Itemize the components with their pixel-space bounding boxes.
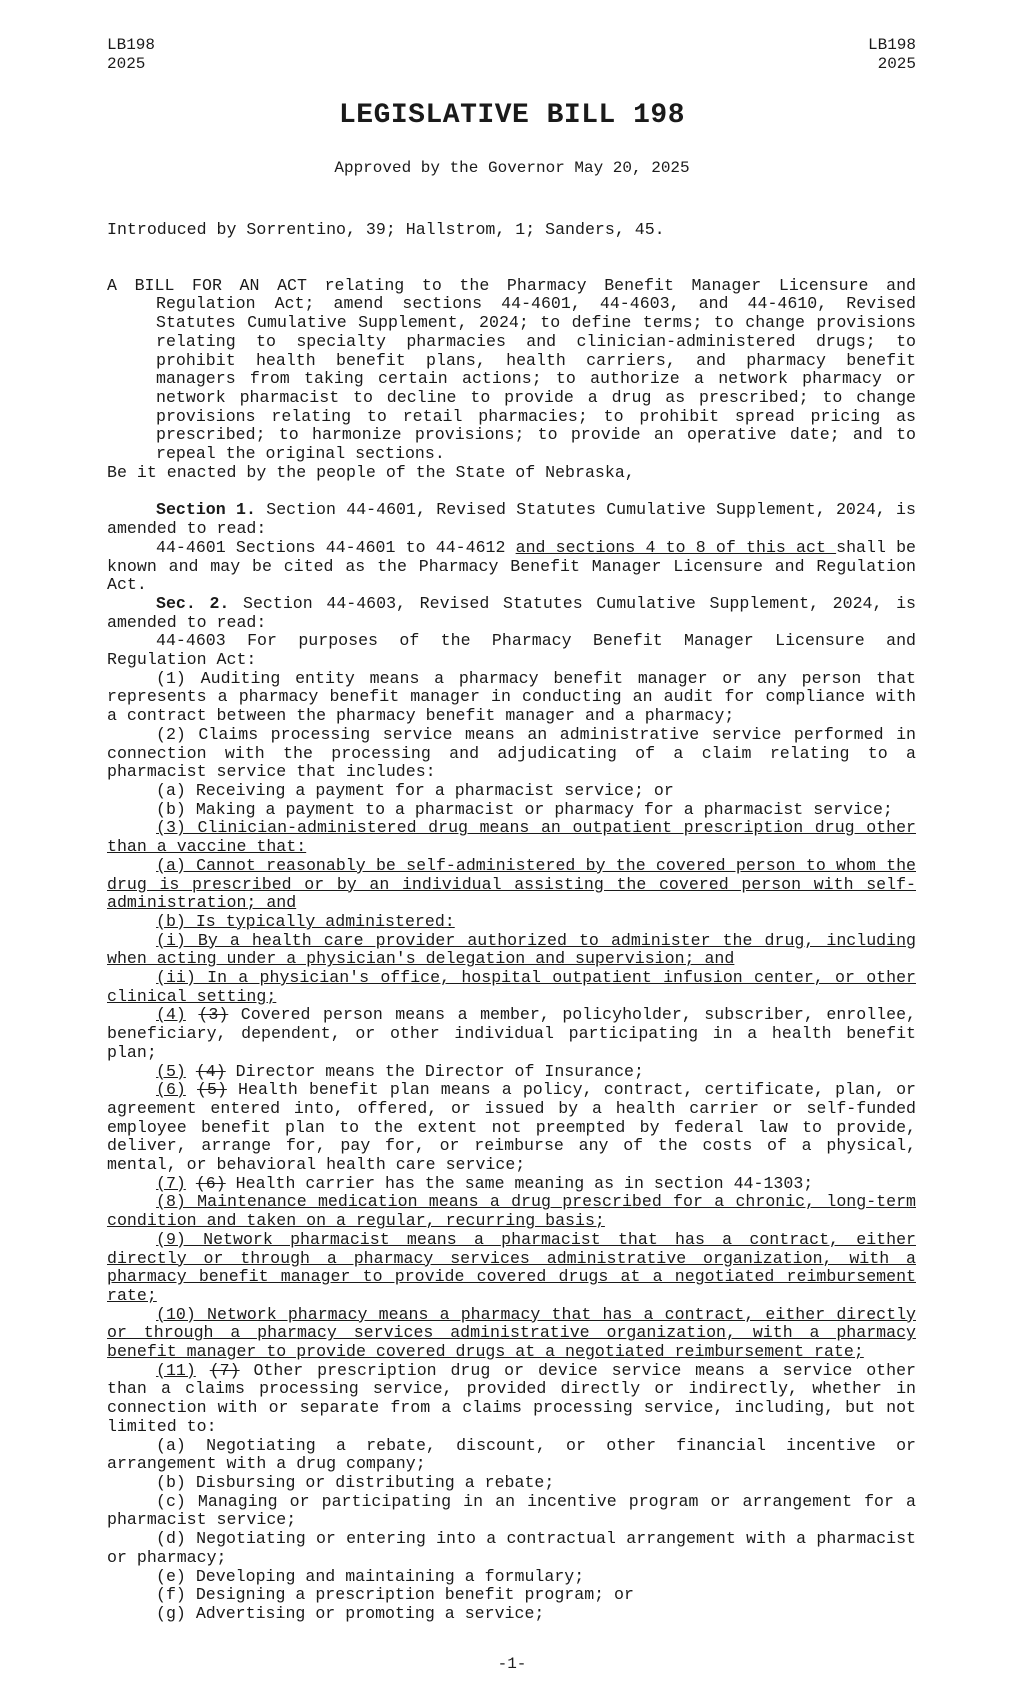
definition-1: (1) Auditing entity means a pharmacy benefit manager or any person that represents a pharmacy benefit manager in conducting an audit for compliance with a contract between the pharmacy benefit manager and a pharmacy; [107, 668, 916, 726]
definition-10-inserted: (10) Network pharmacy means a pharmacy that has a contract, either directly or through a pharmacy services administrative organization, with a pharmacy benefit manager to provide covered drugs at a negotiated reimbursement rate; [107, 1304, 916, 1362]
struck-number: (3) [198, 1005, 229, 1025]
header-bill-number: LB198 [867, 36, 916, 54]
bill-body [107, 221, 916, 1624]
definition-11g: (g) Advertising or promoting a service; [156, 1603, 545, 1623]
header-year: 2025 [107, 55, 146, 73]
inserted-number: (6) [156, 1080, 186, 1100]
bill-title: LEGISLATIVE BILL 198 [338, 100, 686, 131]
struck-number: (5) [197, 1080, 227, 1100]
inserted-number: (4) [156, 1005, 186, 1025]
struck-number: (4) [195, 1061, 226, 1081]
definition-6: (6) (5) Health benefit plan means a policy, contract, certificate, plan, or agreement entered into, offered, or issued by a health carrier or self-funded employee benefit plan to the extent not preempted by federal law to provide, deliver, arrange for, pay for, or reimburse any of the costs of a physical, mental, or behavioral health care service; [107, 1080, 916, 1175]
definition-2: (2) Claims processing service means an administrative service performed in connection with the processing and adjudicating of a claim relating to a pharmacist service that includes: [107, 724, 916, 782]
definition-9-inserted: (9) Network pharmacist means a pharmacist that has a contract, either directly or through a pharmacy services administrative organization, with a pharmacy benefit manager to provide covered drugs at a negotiated reimbursement rate; [107, 1229, 916, 1305]
definition-11b: (b) Disbursing or distributing a rebate; [156, 1473, 555, 1492]
struck-number: (6) [195, 1173, 226, 1193]
definition-5: (5) (4) Director means the Director of Insurance; [156, 1061, 644, 1081]
header-left [107, 36, 155, 74]
section-1-body: 44-4601 Sections 44-4601 to 44-4612 and sections 4 to 8 of this act shall be known and may be cited as the Pharmacy Benefit Manager Licensure and Regulation Act. [107, 537, 917, 595]
definition-11e: (e) Developing and maintaining a formulary; [156, 1566, 585, 1586]
definition-7: (7) (6) Health carrier has the same meaning as in section 44-1303; [156, 1173, 814, 1193]
inserted-number: (11) [156, 1360, 196, 1380]
enacting-clause: Be it enacted by the people of the State of Nebraska, [107, 462, 635, 482]
definition-11c: (c) Managing or participating in an incentive program or arrangement for a pharmacist service; [107, 1491, 916, 1530]
inserted-number: (7) [156, 1173, 186, 1193]
definition-2a: (a) Receiving a payment for a pharmacist service; or [156, 780, 674, 800]
section-2-heading: Sec. 2. Section 44-4603, Revised Statutes Cumulative Supplement, 2024, is amended to read: [107, 593, 916, 632]
inserted-number: (5) [156, 1061, 186, 1081]
page-number: -1- [497, 1655, 527, 1673]
definition-11f: (f) Designing a prescription benefit program; or [156, 1585, 634, 1605]
definition-3bii-inserted: (ii) In a physician's office, hospital outpatient infusion center, or other clinical setting; [107, 968, 916, 1006]
bill-for-an-act: A BILL FOR AN ACT relating to the Pharmacy Benefit Manager Licensure and Regulation Act; amend sections 44-4601, 44-4603, and 44-4610, Revised Statutes Cumulative Supplement, 2024; to define terms; to change provisions relating to specialty pharmacies and clinician-administered drugs; to prohibit health benefit plans, health carriers, and pharmacy benefit managers from taking certain actions; to authorize a network pharmacy or network pharmacist to decline to provide a drug as prescribed; to change provisions relating to retail pharmacies; to prohibit spread pricing as prescribed; to harmonize provisions; to provide an operative date; and to repeal the original sections. [107, 275, 916, 464]
section-2-intro: 44-4603 For purposes of the Pharmacy Benefit Manager Licensure and Regulation Act: [107, 631, 916, 670]
definition-11d: (d) Negotiating or entering into a contractual arrangement with a pharmacist or pharmacy; [107, 1529, 916, 1567]
definition-4: (4) (3) Covered person means a member, policyholder, subscriber, enrollee, beneficiary, dependent, or other individual participating in a health benefit plan; [107, 1005, 916, 1062]
inserted-text: and sections 4 to 8 of this act [515, 537, 837, 557]
definition-2b: (b) Making a payment to a pharmacist or pharmacy for a pharmacist service; [156, 799, 893, 819]
header-right [868, 36, 916, 74]
definition-3-inserted: (3) Clinician-administered drug means an outpatient prescription drug other than a vaccine that: [107, 818, 916, 857]
header-year: 2025 [877, 55, 916, 73]
introduced-by: Introduced by Sorrentino, 39; Hallstrom, 1; Sanders, 45. [107, 220, 665, 239]
definition-3b-inserted: (b) Is typically administered: [156, 911, 455, 931]
definition-11: (11) (7) Other prescription drug or device service means a service other than a claims processing service, provided directly or indirectly, whether in connection with or separate from a claims processing service, including, but not limited to: [107, 1360, 916, 1436]
section-label: Section 1. [156, 500, 256, 520]
header-bill-number: LB198 [107, 36, 156, 54]
section-label: Sec. 2. [156, 593, 230, 613]
definition-3bi-inserted: (i) By a health care provider authorized to administer the drug, including when acting under a physician's delegation and supervision; and [107, 930, 916, 969]
definition-11a: (a) Negotiating a rebate, discount, or other financial incentive or arrangement with a drug company; [107, 1435, 916, 1474]
struck-number: (7) [209, 1360, 240, 1380]
definition-8-inserted: (8) Maintenance medication means a drug prescribed for a chronic, long-term condition and taken on a regular, recurring basis; [107, 1192, 916, 1231]
section-1-heading: Section 1. Section 44-4601, Revised Statutes Cumulative Supplement, 2024, is amended to read: [107, 500, 916, 539]
approval-line: Approved by the Governor May 20, 2025 [334, 159, 690, 177]
definition-3a-inserted: (a) Cannot reasonably be self-administered by the covered person to whom the drug is prescribed or by an individual assisting the covered person with self-administration; and [107, 855, 916, 913]
